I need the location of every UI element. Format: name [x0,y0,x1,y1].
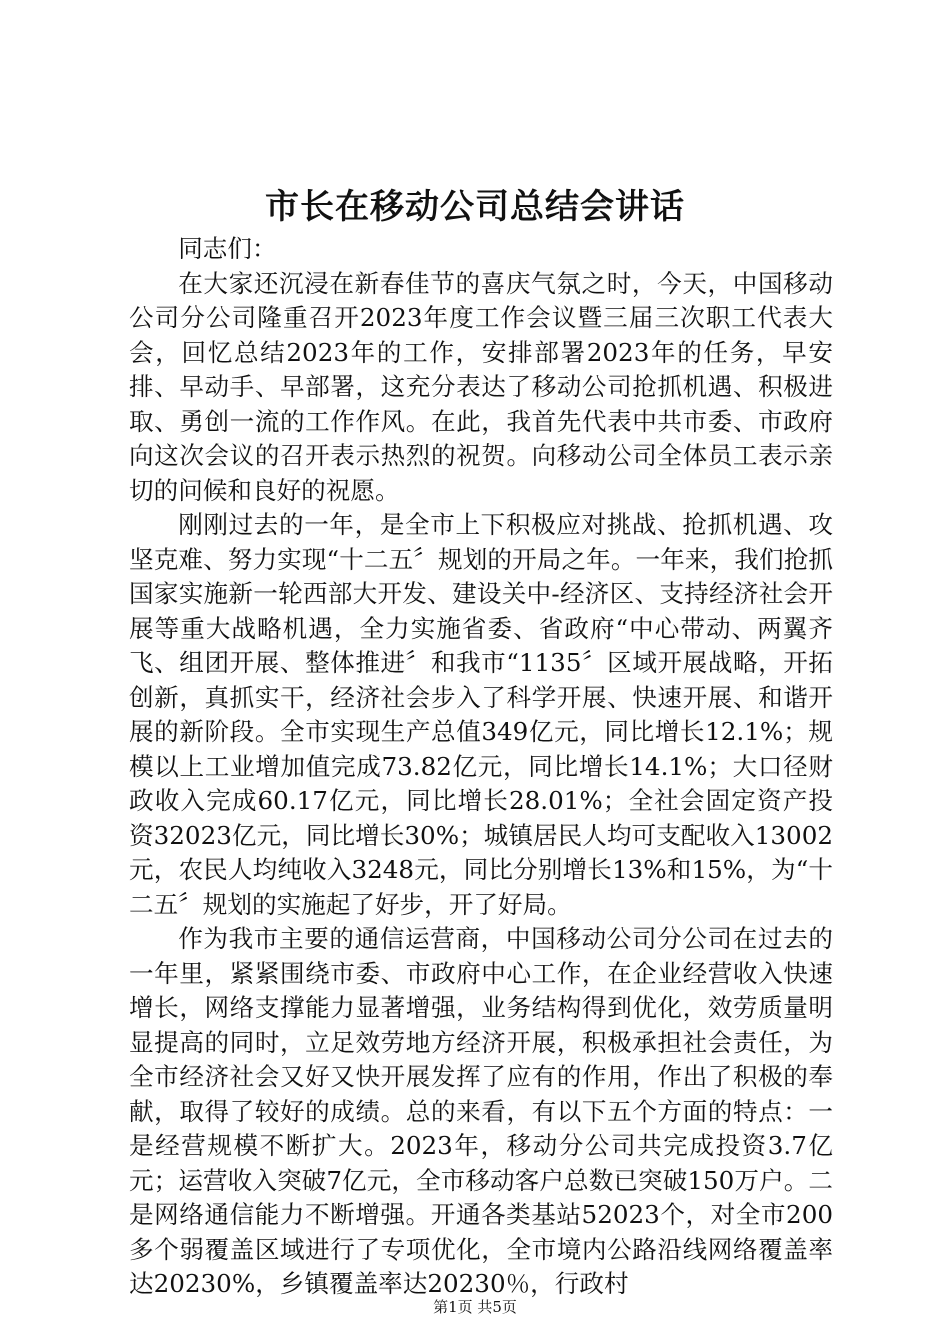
paragraph: 在大家还沉浸在新春佳节的喜庆气氛之时，今天，中国移动公司分公司隆重召开2023年度工作会议暨三届三次职工代表大会，回忆总结2023年的工作，安排部署2023年的任务，早安排、早动手、早部署，这充分表达了移动公司抢抓机遇、积极进取、勇创一流的工作作风。在此，我首先代表中共市委、市政府向这次会议的召开表示热烈的祝贺。向移动公司全体员工表示亲切的问候和良好的祝愿。 [129,268,833,505]
document-body [129,232,833,1302]
paragraph: 刚刚过去的一年，是全市上下积极应对挑战、抢抓机遇、攻坚克难、努力实现“十二五〞规划的开局之年。一年来，我们抢抓国家实施新一轮西部大开发、建设关中-经济区、支持经济社会开展等重大战略机遇，全力实施省委、省政府“中心带动、两翼齐飞、组团开展、整体推进〞和我市“1135〞区域开展战略，开拓创新，真抓实干，经济社会步入了科学开展、快速开展、和谐开展的新阶段。全市实现生产总值349亿元，同比增长12.1%；规模以上工业增加值完成73.82亿元，同比增长14.1%；大口径财政收入完成60.17亿元，同比增长28.01%；全社会固定资产投资32023亿元，同比增长30%；城镇居民人均可支配收入13002元，农民人均纯收入3248元，同比分别增长13%和15%，为“十二五〞规划的实施起了好步，开了好局。 [129,510,833,919]
salutation: 同志们： [178,234,277,263]
page-footer [0,1296,950,1318]
page-indicator: 第1页 共5页 [433,1298,517,1316]
paragraph: 作为我市主要的通信运营商，中国移动公司分公司在过去的一年里，紧紧围绕市委、市政府中心工作，在企业经营收入快速增长，网络支撑能力显著增强，业务结构得到优化，效劳质量明显提高的同时，立足效劳地方经济开展，积极承担社会责任，为全市经济社会又好又快开展发挥了应有的作用，作出了积极的奉献，取得了较好的成绩。总的来看，有以下五个方面的特点：一是经营规模不断扩大。2023年，移动分公司共完成投资3.7亿元；运营收入突破7亿元，全市移动客户总数已突破150万户。二是网络通信能力不断增强。开通各类基站52023个，对全市200多个弱覆盖区域进行了专项优化，全市境内公路沿线网络覆盖率达20230%，乡镇覆盖率达20230％，行政村 [129,924,833,1298]
document-title: 市长在移动公司总结会讲话 [265,187,685,227]
